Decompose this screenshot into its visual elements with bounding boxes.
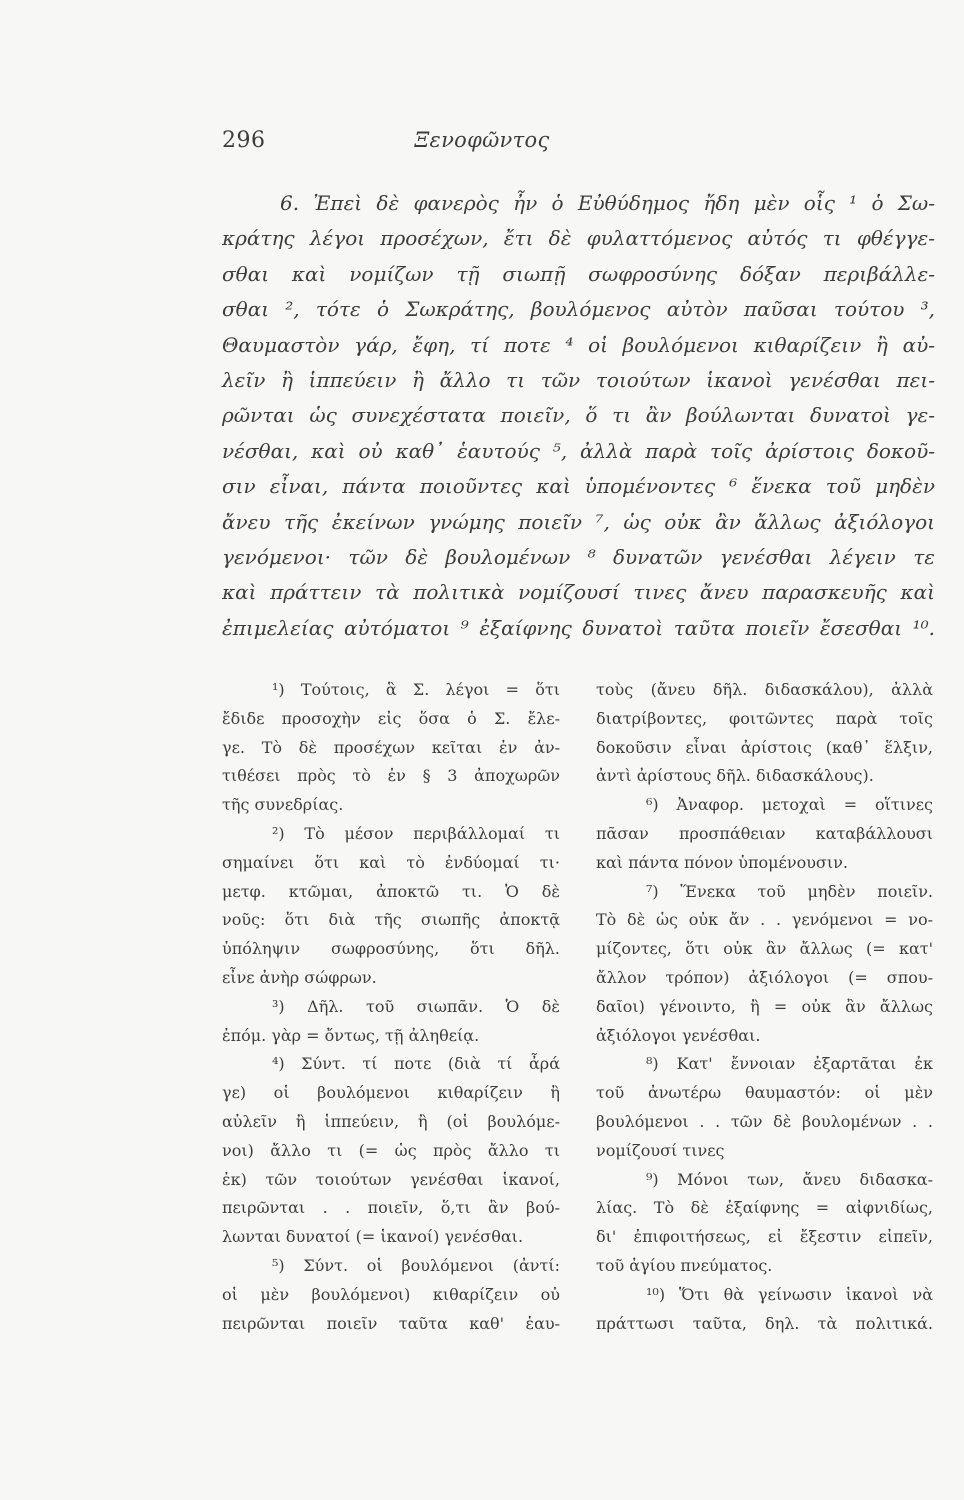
page-number: 296 — [222, 128, 266, 153]
footnotes-right-column — [596, 676, 933, 1338]
footnote-line: ⁸) Κατ' ἔννοιαν ἐξαρτᾶται ἐκ — [646, 1054, 933, 1074]
footnote-line: αὐλεῖν ἢ ἱππεύειν, ἢ (οἱ βουλόμε- — [222, 1111, 560, 1131]
footnote-line: ²) Τὸ μέσον περιβάλλομαί τι — [272, 823, 560, 843]
footnote-line: σημαίνει ὅτι καὶ τὸ ἐνδύομαί τι· — [222, 852, 560, 872]
footnote-line: ἀξιόλογοι γενέσθαι. — [596, 1025, 761, 1045]
footnote-line: τοῦ ἀνωτέρω θαυμαστόν: οἱ μὲν — [596, 1083, 933, 1103]
footnote-line: νομίζουσί τινες — [596, 1140, 725, 1160]
footnote-line: πειρῶνται ποιεῖν ταῦτα καθ' ἑαυ- — [222, 1313, 560, 1333]
main-line: λεῖν ἢ ἱππεύειν ἢ ἄλλο τι τῶν τοιούτων ἱκανοὶ γενέσθαι πει- — [222, 368, 935, 393]
footnote-line: οἱ μὲν βουλόμενοι) κιθαρίζειν οὐ — [222, 1284, 560, 1304]
footnote-line: πειρῶνται . . ποιεῖν, ὅ,τι ἂν βού- — [222, 1198, 560, 1218]
footnote-line: τοῦ ἁγίου πνεύματος. — [596, 1255, 773, 1275]
main-line: 6. Ἐπεὶ δὲ φανερὸς ἦν ὁ Εὐθύδημος ἤδη μὲν οἷς ¹ ὁ Σω- — [280, 191, 935, 215]
footnote-line: ⁴) Σύντ. τί ποτε (διὰ τί ἆρά — [272, 1054, 560, 1074]
footnote-line: ἐπόμ. γὰρ = ὄντως, τῇ ἀληθείᾳ. — [222, 1025, 480, 1045]
footnote-line: ³) Δῆλ. τοῦ σιωπᾶν. Ὁ δὲ — [272, 996, 560, 1016]
footnote-line: ὑπόληψιν σωφροσύνης, ὅτι δῆλ. — [222, 939, 560, 959]
footnote-line: καὶ πάντα πόνον ὑπομένουσιν. — [596, 852, 848, 872]
footnote-line: ⁶) Ἀναφορ. μετοχαὶ = οἵτινες — [646, 795, 933, 815]
footnote-line: διατρίβοντες, φοιτῶντες παρὰ τοῖς — [596, 708, 933, 728]
footnote-line: τιθέσει πρὸς τὸ ἐν § 3 ἀποχωρῶν — [222, 766, 560, 786]
footnote-line: πᾶσαν προσπάθειαν καταβάλλουσι — [596, 823, 933, 843]
footnote-line: ἔδιδε προσοχὴν εἰς ὅσα ὁ Σ. ἔλε- — [222, 708, 560, 728]
footnote-line: ¹⁰) Ὅτι θὰ γείνωσιν ἱκανοὶ νὰ — [646, 1284, 933, 1304]
footnotes-left-column — [222, 676, 560, 1338]
footnote-line: λωνται δυνατοί (= ἱκανοί) γενέσθαι. — [222, 1227, 524, 1247]
footnote-line: ἄλλον τρόπον) ἀξιόλογοι (= σπου- — [596, 967, 933, 987]
main-line: γενόμενοι· τῶν δὲ βουλομένων ⁸ δυνατῶν γενέσθαι λέγειν τε — [222, 545, 935, 570]
main-line: κράτης λέγοι προσέχων, ἔτι δὲ φυλαττόμενος αὐτός τι φθέγγε- — [222, 226, 935, 251]
footnote-line: ἀντὶ ἀρίστους δῆλ. διδασκάλους). — [596, 766, 874, 786]
footnote-line: μετφ. κτῶμαι, ἀποκτῶ τι. Ὁ δὲ — [222, 881, 560, 901]
footnote-line: ἐκ) τῶν τοιούτων γενέσθαι ἱκανοί, — [222, 1169, 560, 1189]
main-line: σθαι ², τότε ὁ Σωκράτης, βουλόμενος αὐτὸν παῦσαι τούτου ³, — [222, 297, 935, 322]
main-line: ρῶνται ὡς συνεχέστατα ποιεῖν, ὅ τι ἂν βούλωνται δυνατοὶ γε- — [222, 403, 935, 428]
main-line: καὶ πράττειν τὰ πολιτικὰ νομίζουσί τινες ἄνευ παρασκευῆς καὶ — [222, 580, 935, 605]
footnote-line: ⁷) Ἕνεκα τοῦ μηδὲν ποιεῖν. — [646, 881, 933, 901]
footnote-line: βουλόμενοι . . τῶν δὲ βουλομένων . . — [596, 1111, 933, 1131]
footnote-line: ¹) Τούτοις, ἃ Σ. λέγοι = ὅτι — [272, 680, 560, 699]
main-line: ἄνευ τῆς ἐκείνων γνώμης ποιεῖν ⁷, ὡς οὐκ ἂν ἄλλως ἀξιόλογοι — [222, 509, 935, 534]
footnote-line: πράττωσι ταῦτα, δηλ. τὰ πολιτικά. — [596, 1313, 933, 1333]
footnote-line: δι' ἐπιφοιτήσεως, εἰ ἔξεστιν εἰπεῖν, — [596, 1227, 933, 1247]
footnote-line: τῆς συνεδρίας. — [222, 795, 344, 815]
footnote-line: λίας. Τὸ δὲ ἐξαίφνης = αἰφνιδίως, — [596, 1198, 933, 1218]
main-line: ἐπιμελείας αὐτόματοι ⁹ ἐξαίφνης δυνατοὶ ταῦτα ποιεῖν ἔσεσθαι ¹⁰. — [222, 615, 935, 640]
footnote-line: ⁹) Μόνοι των, ἄνευ διδασκα- — [646, 1169, 933, 1189]
footnote-line: τοὺς (ἄνευ δῆλ. διδασκάλου), ἀλλὰ — [596, 680, 933, 699]
main-text — [222, 186, 935, 646]
footnote-line: δαῖοι) γένοιντο, ἢ = οὐκ ἂν ἄλλως — [596, 996, 933, 1016]
footnote-line: γε. Τὸ δὲ προσέχων κεῖται ἐν ἀν- — [222, 737, 560, 757]
main-line: Θαυμαστὸν γάρ, ἔφη, τί ποτε ⁴ οἱ βουλόμενοι κιθαρίζειν ἢ αὐ- — [222, 332, 935, 357]
footnote-line: νοι) ἄλλο τι (= ὡς πρὸς ἄλλο τι — [222, 1140, 560, 1160]
main-line: σιν εἶναι, πάντα ποιοῦντες καὶ ὑπομένοντες ⁶ ἕνεκα τοῦ μηδὲν — [222, 474, 935, 499]
main-line: νέσθαι, καὶ οὐ καθ᾽ ἑαυτούς ⁵, ἀλλὰ παρὰ τοῖς ἀρίστοις δοκοῦ- — [222, 438, 935, 463]
footnote-line: νοῦς: ὅτι διὰ τῆς σιωπῆς ἀποκτᾷ — [222, 910, 560, 930]
footnote-line: μίζοντες, ὅτι οὐκ ἂν ἄλλως (= κατ' — [596, 939, 933, 959]
footnote-line: ⁵) Σύντ. οἱ βουλόμενοι (ἀντί: — [272, 1255, 560, 1275]
footnote-line: εἶνε ἀνὴρ σώφρων. — [222, 967, 377, 987]
main-line: σθαι καὶ νομίζων τῇ σιωπῇ σωφροσύνης δόξαν περιβάλλε- — [222, 261, 935, 286]
footnote-line: Τὸ δὲ ὡς οὐκ ἄν . . γενόμενοι = νο- — [596, 910, 933, 930]
footnote-line: γε) οἱ βουλόμενοι κιθαρίζειν ἢ — [222, 1083, 560, 1103]
footnote-line: δοκοῦσιν εἶναι ἀρίστοις (καθ᾽ ἕλξιν, — [596, 737, 933, 757]
running-head: Ξενοφῶντος — [414, 128, 550, 152]
